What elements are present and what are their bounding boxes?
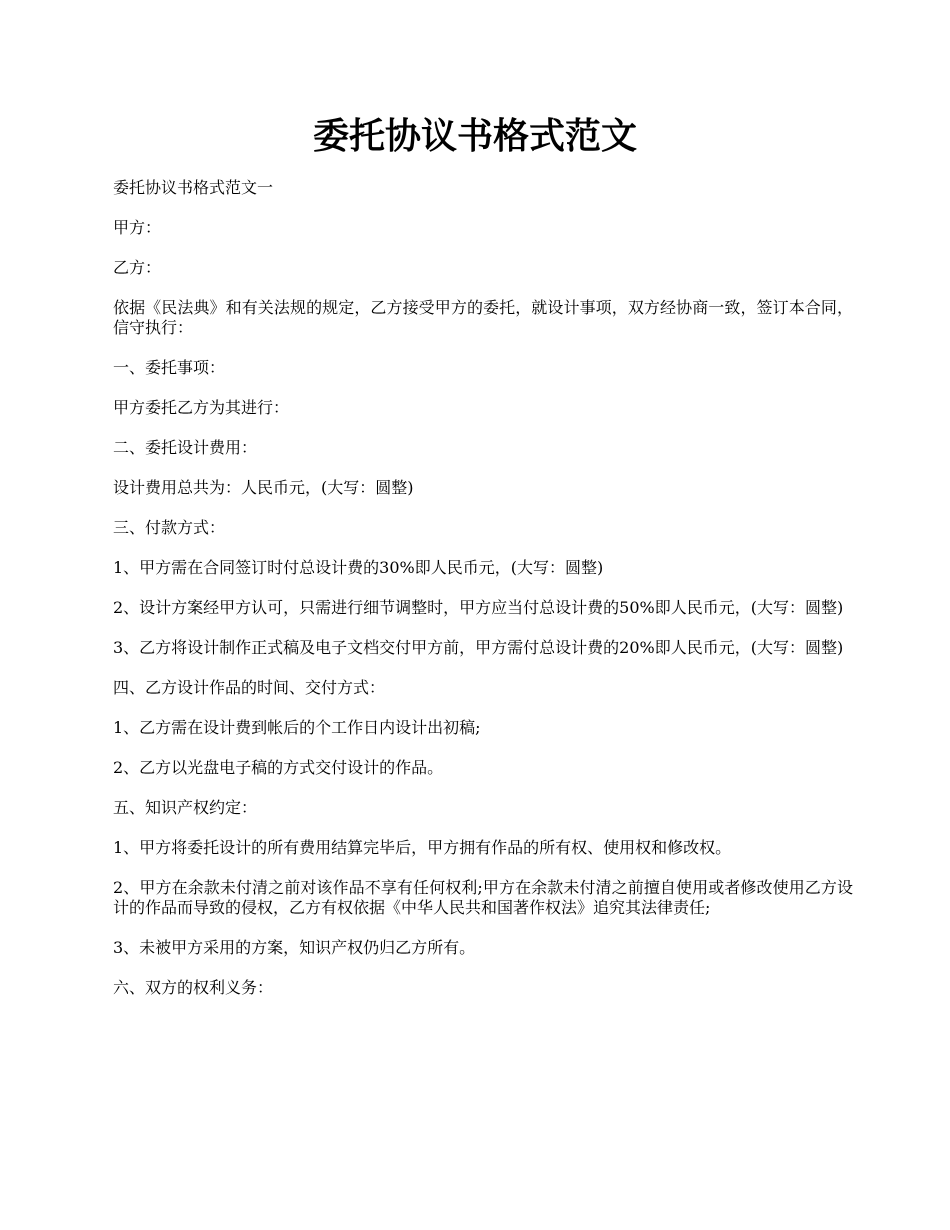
paragraph: 2、乙方以光盘电子稿的方式交付设计的作品。 [113,758,444,777]
paragraph: 六、双方的权利义务： [113,978,274,997]
paragraph: 3、未被甲方采用的方案，知识产权仍归乙方所有。 [113,938,476,957]
paragraph: 甲方委托乙方为其进行： [113,398,290,417]
paragraph: 2、设计方案经甲方认可，只需进行细节调整时，甲方应当付总设计费的50%即人民币元，(大写：圆整) [113,598,844,617]
paragraph: 依据《民法典》和有关法规的规定，乙方接受甲方的委托，就设计事项，双方经协商一致，签订本合同，信守执行： [113,298,853,337]
document-body [113,178,853,1018]
paragraph: 五、知识产权约定： [113,798,258,817]
paragraph: 二、委托设计费用： [113,438,258,457]
paragraph: 3、乙方将设计制作正式稿及电子文档交付甲方前，甲方需付总设计费的20%即人民币元，(大写：圆整) [113,638,844,657]
document-title: 委托协议书格式范文 [312,115,637,157]
paragraph: 1、甲方需在合同签订时付总设计费的30%即人民币元，(大写：圆整) [113,558,604,577]
paragraph: 2、甲方在余款未付清之前对该作品不享有任何权利;甲方在余款未付清之前擅自使用或者修改使用乙方设计的作品而导致的侵权，乙方有权依据《中华人民共和国著作权法》追究其法律责任; [113,878,853,917]
paragraph: 一、委托事项： [113,358,226,377]
paragraph: 1、乙方需在设计费到帐后的个工作日内设计出初稿; [113,718,481,737]
paragraph: 1、甲方将委托设计的所有费用结算完毕后，甲方拥有作品的所有权、使用权和修改权。 [113,838,732,857]
paragraph: 甲方： [113,218,162,237]
paragraph: 设计费用总共为：人民币元，(大写：圆整) [113,478,414,497]
paragraph: 委托协议书格式范文一 [113,178,274,197]
paragraph: 四、乙方设计作品的时间、交付方式： [113,678,386,697]
paragraph: 乙方： [113,258,162,277]
paragraph: 三、付款方式： [113,518,226,537]
